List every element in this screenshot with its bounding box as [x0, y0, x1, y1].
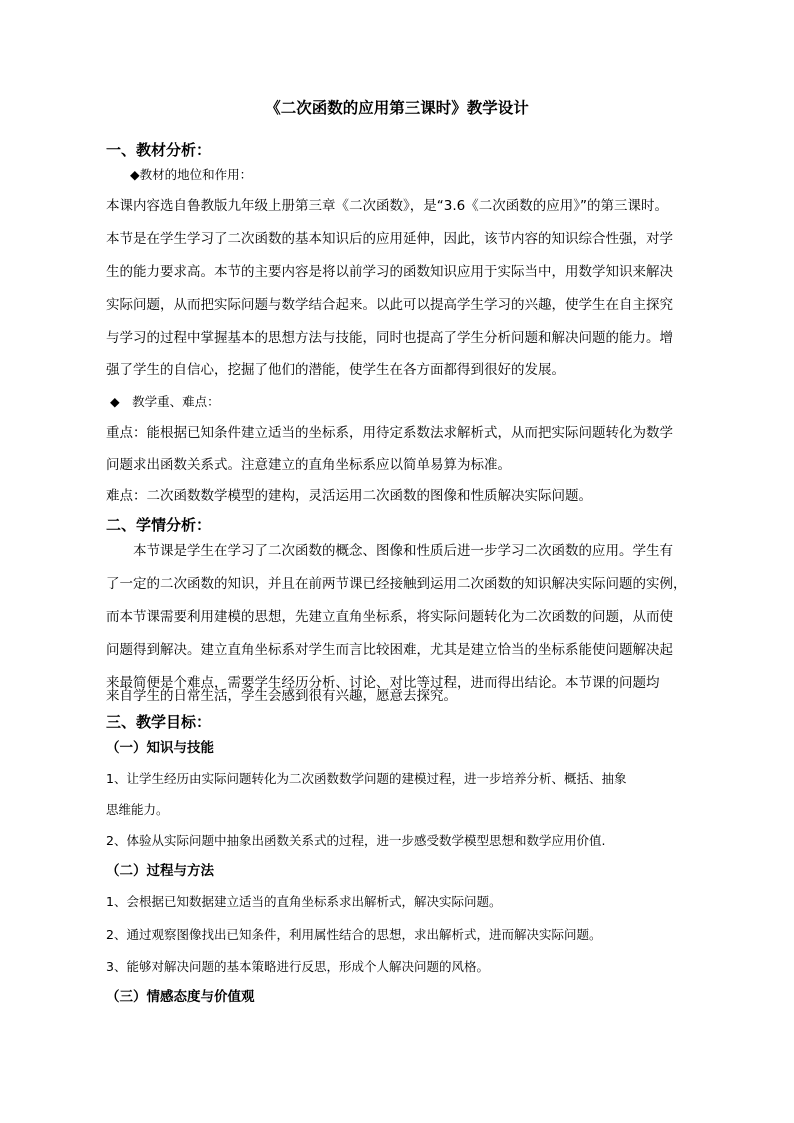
key-point-line: 重点：能根据已知条件建立适当的坐标系，用待定系数法求解析式，从而把实际问题转化为数学	[106, 425, 673, 441]
paragraph-line: 实际问题，从而把实际问题与数学结合起来。以此可以提高学生学习的兴趣，使学生在自主探究	[106, 297, 673, 313]
goal-item: 2、体验从实际问题中抽象出函数关系式的过程，进一步感受数学模型思想和数学应用价值.	[106, 833, 606, 848]
goal-item: 3、能够对解决问题的基本策略进行反思，形成个人解决问题的风格。	[106, 959, 489, 974]
section-heading-student-analysis: 二、学情分析：	[106, 516, 212, 534]
paragraph-line: 来自学生的日常生活，学生会感到很有兴趣，愿意去探究。	[106, 688, 457, 704]
paragraph-line: 本课内容选自鲁教版九年级上册第三章《二次函数》，是“3.6《二次函数的应用》”的第三课时。	[106, 198, 668, 214]
paragraph-line: 本节是在学生学习了二次函数的基本知识后的应用延伸，因此，该节内容的知识综合性强，对学	[106, 231, 673, 247]
subheading-process-methods: （二）过程与方法	[106, 863, 214, 879]
section-heading-teaching-goals: 三、教学目标：	[106, 713, 212, 731]
paragraph-line: 与学习的过程中掌握基本的思想方法与技能，同时也提高了学生分析问题和解决问题的能力。增	[106, 330, 673, 346]
subheading-key-points: ◆ 教学重、难点：	[110, 394, 220, 409]
goal-item: 1、让学生经历由实际问题转化为二次函数数学问题的建模过程，进一步培养分析、概括、抽象	[106, 771, 627, 786]
difficulty-line: 难点：二次函数数学模型的建构，灵活运用二次函数的图像和性质解决实际问题。	[106, 488, 592, 504]
subheading-role: ◆教材的地位和作用：	[130, 167, 253, 182]
goal-item: 思维能力。	[106, 802, 169, 817]
paragraph-line: 了一定的二次函数的知识，并且在前两节课已经接触到运用二次函数的知识解决实际问题的实例，	[106, 576, 687, 592]
goal-item: 2、通过观察图像找出已知条件，利用属性结合的思想，求出解析式，进而解决实际问题。	[106, 927, 602, 942]
subheading-knowledge-skills: （一）知识与技能	[106, 740, 214, 756]
paragraph-line: 来最简便是个难点，需要学生经历分析、讨论、对比等过程，进而得出结论。本节课的问题均	[106, 675, 660, 691]
paragraph-line: 本节课是学生在学习了二次函数的概念、图像和性质后进一步学习二次函数的应用。学生有	[106, 543, 673, 559]
section-heading-textbook-analysis: 一、教材分析：	[106, 141, 212, 159]
paragraph-line: 生的能力要求高。本节的主要内容是将以前学习的函数知识应用于实际当中，用数学知识来解决	[106, 264, 673, 280]
goal-item: 1、会根据已知数据建立适当的直角坐标系求出解析式，解决实际问题。	[106, 894, 502, 909]
key-point-line: 问题求出函数关系式。注意建立的直角坐标系应以简单易算为标准。	[106, 457, 511, 473]
paragraph-line: 而本节课需要利用建模的思想，先建立直角坐标系，将实际问题转化为二次函数的问题，从而使	[106, 609, 673, 625]
paragraph-line: 强了学生的自信心，挖掘了他们的潜能，使学生在各方面都得到很好的发展。	[106, 362, 565, 378]
subheading-emotion-values: （三）情感态度与价值观	[106, 989, 255, 1005]
paragraph-line: 问题得到解决。建立直角坐标系对学生而言比较困难，尤其是建立恰当的坐标系能使问题解决起	[106, 642, 673, 658]
document-title: 《二次函数的应用第三课时》教学设计	[265, 99, 529, 117]
